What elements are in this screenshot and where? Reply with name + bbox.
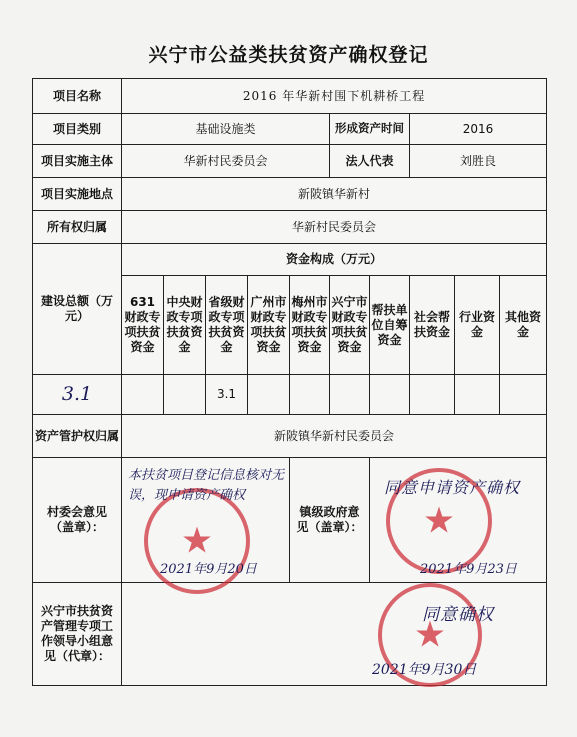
value-industry (455, 375, 500, 415)
capital-label: 建设总额（万元） (33, 244, 122, 375)
leader-opinion-text: 同意确权 (422, 605, 494, 625)
value-central (164, 375, 206, 415)
source-social: 社会帮扶资金 (410, 276, 455, 375)
legal-rep-label: 法人代表 (330, 145, 410, 178)
town-opinion-label: 镇级政府意见（盖章）： (290, 458, 370, 583)
maintenance-label: 资产管护权归属 (33, 415, 122, 458)
source-guangzhou: 广州市财政专项扶贫资金 (248, 276, 290, 375)
ownership-label: 所有权归属 (33, 211, 122, 244)
leader-opinion-label: 兴宁市扶贫资产管理专项工作领导小组意见（代章）： (33, 583, 122, 686)
value-social (410, 375, 455, 415)
project-name-label: 项目名称 (33, 79, 122, 114)
document-title: 兴宁市公益类扶贫资产确权登记 (148, 44, 429, 66)
value-guangzhou (248, 375, 290, 415)
location-value: 新陂镇华新村 (122, 178, 547, 211)
category-value: 基础设施类 (122, 114, 330, 145)
leader-opinion-date: 2021年9月30日 (372, 661, 477, 678)
value-xingning (330, 375, 370, 415)
value-631 (122, 375, 164, 415)
source-industry: 行业资金 (455, 276, 500, 375)
value-other (500, 375, 547, 415)
ownership-value: 华新村民委员会 (122, 211, 547, 244)
village-opinion-text: 本扶贫项目登记信息核对无误，现申请资产确权 (128, 468, 285, 504)
maintenance-value: 新陂镇华新村民委员会 (122, 415, 547, 458)
category-label: 项目类别 (33, 114, 122, 145)
implementer-label: 项目实施主体 (33, 145, 122, 178)
implementer-value: 华新村民委员会 (122, 145, 330, 178)
value-provincial: 3.1 (206, 375, 248, 415)
project-name-value: 2016 年华新村围下机耕桥工程 (122, 79, 547, 114)
town-opinion-text: 同意申请资产确权 (384, 478, 521, 497)
source-631: 631 财政专项扶贫资金 (122, 276, 164, 375)
form-time-value: 2016 (410, 114, 547, 145)
legal-rep-value: 刘胜良 (410, 145, 547, 178)
town-opinion-date: 2021年9月23日 (420, 561, 517, 577)
source-other: 其他资金 (500, 276, 547, 375)
source-central: 中央财政专项扶贫资金 (164, 276, 206, 375)
seal-star-icon: ★ (413, 614, 447, 656)
capital-structure-label: 资金构成（万元） (122, 244, 547, 276)
source-xingning: 兴宁市财政专项扶贫资金 (330, 276, 370, 375)
total-amount-handwritten: 3.1 (33, 375, 122, 415)
village-opinion-label: 村委会意见（盖章）： (33, 458, 122, 583)
value-meizhou (290, 375, 330, 415)
value-assist-unit (370, 375, 410, 415)
village-opinion-cell (122, 458, 290, 583)
seal-star-icon: ★ (422, 500, 456, 542)
form-time-label: 形成资产时间 (330, 114, 410, 145)
registration-table (32, 78, 547, 686)
source-assist-unit: 帮扶单位自筹资金 (370, 276, 410, 375)
source-meizhou: 梅州市财政专项扶贫资金 (290, 276, 330, 375)
seal-star-icon: ★ (180, 520, 214, 562)
source-provincial: 省级财政专项扶贫资金 (206, 276, 248, 375)
town-opinion-cell (370, 458, 547, 583)
leader-opinion-cell (122, 583, 547, 686)
village-opinion-date: 2021年9月20日 (160, 561, 257, 577)
location-label: 项目实施地点 (33, 178, 122, 211)
